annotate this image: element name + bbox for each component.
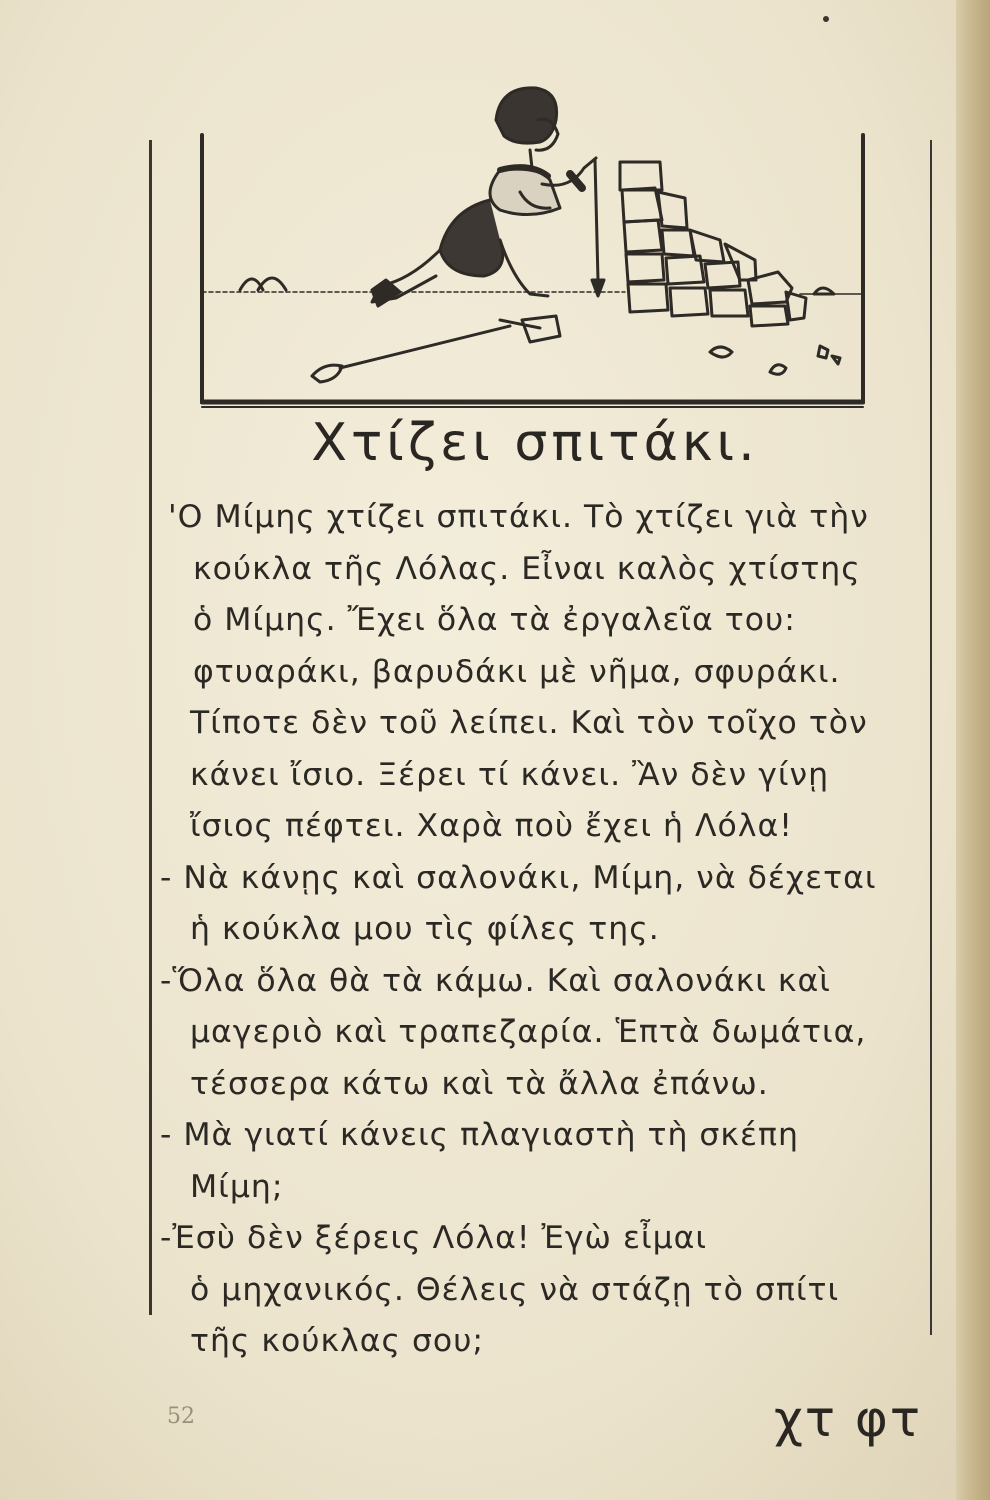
text-line: ἡ κούκλα μου τὶς φίλες της. [190,911,660,947]
text-line: κούκλα τῆς Λόλας. Εἶναι καλὸς χτίστης [193,550,861,587]
left-margin-rule [149,140,152,1315]
right-margin-rule [930,140,932,1335]
text-line: φτυαράκι, βαρυδάκι μὲ νῆμα, σφυράκι. [193,653,841,690]
text-line: μαγεριὸ καὶ τραπεζαρία. Ἑπτὰ δωμάτια, [190,1014,867,1050]
text-line: 'Ο Μίμης χτίζει σπιτάκι. Τὸ χτίζει γιὰ τὴν [168,499,869,535]
text-line: ὁ Μίμης. Ἔχει ὅλα τὰ ἐργαλεῖα του: [193,602,796,638]
text-line: Τίποτε δὲν τοῦ λείπει. Καὶ τὸν τοῖχο τὸν [190,705,868,741]
ink-speck [823,16,829,22]
text-line: ὁ μηχανικός. Θέλεις νὰ στάζῃ τὸ σπίτι [190,1271,840,1308]
text-line: -Ὅλα ὅλα θὰ τὰ κάμω. Καὶ σαλονάκι καὶ [160,962,831,999]
text-line: ἴσιος πέφτει. Χαρὰ ποὺ ἔχει ἡ Λόλα! [190,808,793,844]
page-title: Χτίζει σπιτάκι. [311,413,759,473]
lesson-letters: χτ φτ [774,1390,922,1448]
boy-building-wall-illustration [200,80,865,410]
text-line: -Ἐσὺ δὲν ξέρεις Λόλα! Ἐγὼ εἶμαι [160,1220,708,1256]
text-line: τῆς κούκλας σου; [190,1323,485,1359]
text-line: - Νὰ κάνῃς καὶ σαλονάκι, Μίμη, νὰ δέχεται [160,859,877,896]
text-line: τέσσερα κάτω καὶ τὰ ἄλλα ἐπάνω. [190,1065,769,1102]
text-line: Μίμη; [190,1168,284,1205]
text-line: - Μὰ γιατί κάνεις πλαγιαστὴ τὴ σκέπη [160,1117,799,1153]
text-line: κάνει ἴσιο. Ξέρει τί κάνει. Ἂν δὲν γίνῃ [190,756,830,793]
page-number: 52 [167,1404,195,1429]
book-spine [956,0,990,1500]
